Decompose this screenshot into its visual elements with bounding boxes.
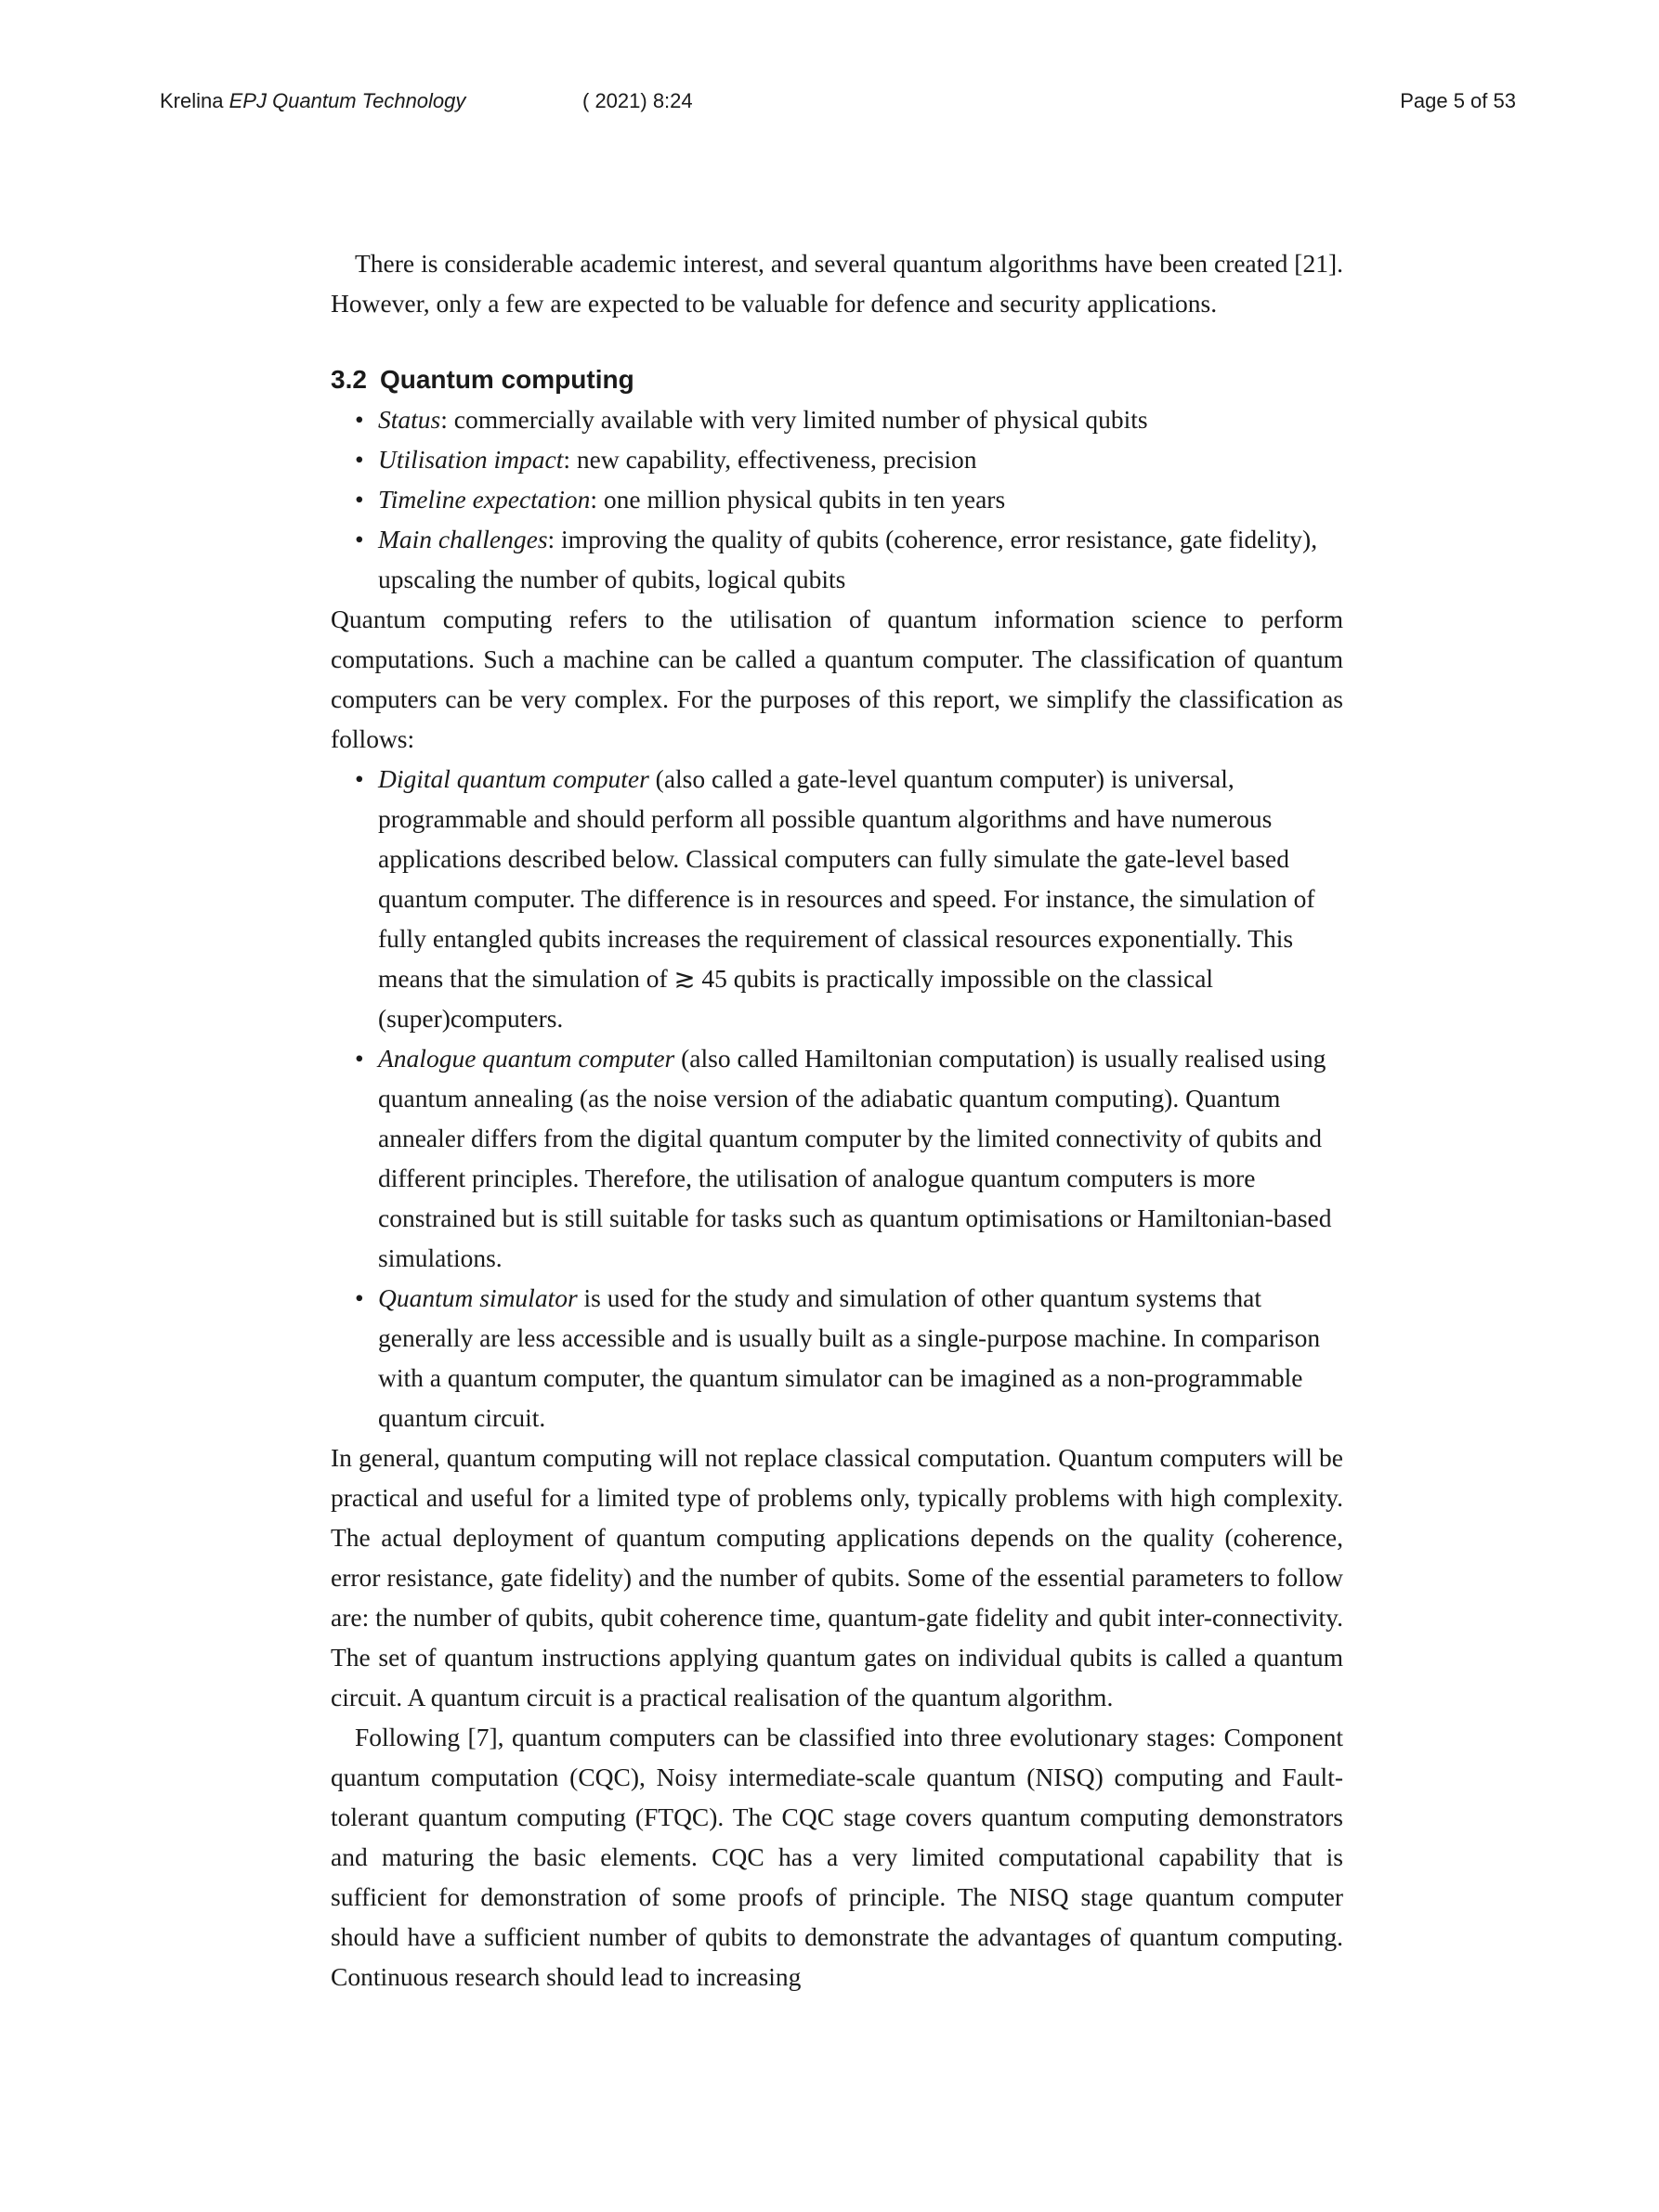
definition-paragraph: Quantum computing refers to the utilisation of quantum information science to perform computations. Such a machine can be called a quantum computer. The classification of quantum computers can be very complex. For the purposes of this report, we simplify the classification as follows: — [331, 605, 1343, 753]
summary-text: : improving the quality of qubits (coherence, error resistance, gate fidelity), upscaling the number of qubits, logical qubits — [378, 525, 1318, 593]
page-header — [160, 89, 1516, 117]
classification-text: (also called a gate-level quantum computer) is universal, programmable and should perform all possible quantum algorithms and have numerous applications described below. Classical computers can fully simulate the gate-level based quantum computer. The difference is in resources and speed. For instance, the simulation of fully entangled qubits increases the requirement of classical resources exponentially. This means that the simulation of ≳ 45 qubits is practically impossible on the classical (super)computers. — [378, 764, 1315, 1033]
classification-item-simulator — [355, 1278, 1343, 1438]
bullet-icon: • — [355, 764, 364, 793]
summary-text: : commercially available with very limited number of physical qubits — [440, 405, 1148, 434]
summary-term: Timeline expectation — [378, 485, 591, 514]
classification-term: Analogue quantum computer — [378, 1044, 675, 1073]
summary-item-status — [355, 399, 1343, 439]
bullet-icon: • — [355, 445, 364, 474]
bullet-icon: • — [355, 405, 364, 434]
intro-paragraph: There is considerable academic interest, and several quantum algorithms have been created [21]. However, only a few are expected to be valuable for defence and security applications. — [331, 249, 1343, 318]
summary-term: Status — [378, 405, 441, 434]
section-heading — [331, 359, 1343, 399]
header-year-volume: ( 2021) 8:24 — [582, 89, 693, 112]
classification-item-digital — [355, 759, 1343, 1038]
classification-text: is used for the study and simulation of other quantum systems that generally are less accessible and is usually built as a single-purpose machine. In comparison with a quantum computer, the quantum simulator can be imagined as a non-programmable quantum circuit. — [378, 1283, 1321, 1432]
section-title: Quantum computing — [379, 365, 634, 394]
summary-text: : new capability, effectiveness, precision — [563, 445, 977, 474]
bullet-icon: • — [355, 525, 364, 553]
classification-term: Quantum simulator — [378, 1283, 578, 1312]
summary-term: Main challenges — [378, 525, 548, 553]
bullet-icon: • — [355, 485, 364, 514]
summary-list — [331, 399, 1343, 599]
classification-term: Digital quantum computer — [378, 764, 649, 793]
classification-item-analogue — [355, 1038, 1343, 1278]
summary-item-challenges — [355, 519, 1343, 599]
summary-item-impact — [355, 439, 1343, 479]
header-journal: EPJ Quantum Technology — [229, 89, 466, 112]
running-head-author — [160, 89, 465, 113]
summary-item-timeline — [355, 479, 1343, 519]
article-body — [331, 243, 1343, 1997]
bullet-icon: • — [355, 1283, 364, 1312]
classification-list — [331, 759, 1343, 1438]
general-paragraph: In general, quantum computing will not replace classical computation. Quantum computers will be practical and useful for a limited type of problems only, typically problems with high complexity. The actual deployment of quantum computing applications depends on the quality (coherence, error resistance, gate fidelity) and the number of qubits. Some of the essential parameters to follow are: the number of qubits, qubit coherence time, quantum-gate fidelity and qubit inter-connectivity. The set of quantum instructions applying quantum gates on individual qubits is called a quantum circuit. A quantum circuit is a practical realisation of the quantum algorithm. — [331, 1443, 1343, 1711]
section-number: 3.2 — [331, 365, 367, 394]
header-page-number: Page 5 of 53 — [1400, 89, 1516, 112]
stages-paragraph: Following [7], quantum computers can be classified into three evolutionary stages: Component quantum computation (CQC), Noisy intermediate-scale quantum (NISQ) computing and Fault-tolerant quantum computing (FTQC). The CQC stage covers quantum computing demonstrators and maturing the basic elements. CQC has a very limited computational capability that is sufficient for demonstration of some proofs of principle. The NISQ stage quantum computer should have a sufficient number of qubits to demonstrate the advantages of quantum computing. Continuous research should lead to increasing — [331, 1723, 1343, 1991]
header-author: Krelina — [160, 89, 224, 112]
summary-text: : one million physical qubits in ten years — [590, 485, 1006, 514]
classification-text: (also called Hamiltonian computation) is usually realised using quantum annealing (as the noise version of the adiabatic quantum computing). Quantum annealer differs from the digital quantum computer by the limited connectivity of qubits and different principles. Therefore, the utilisation of analogue quantum computers is more constrained but is still suitable for tasks such as quantum optimisations or Hamiltonian-based simulations. — [378, 1044, 1332, 1272]
bullet-icon: • — [355, 1044, 364, 1073]
summary-term: Utilisation impact — [378, 445, 564, 474]
